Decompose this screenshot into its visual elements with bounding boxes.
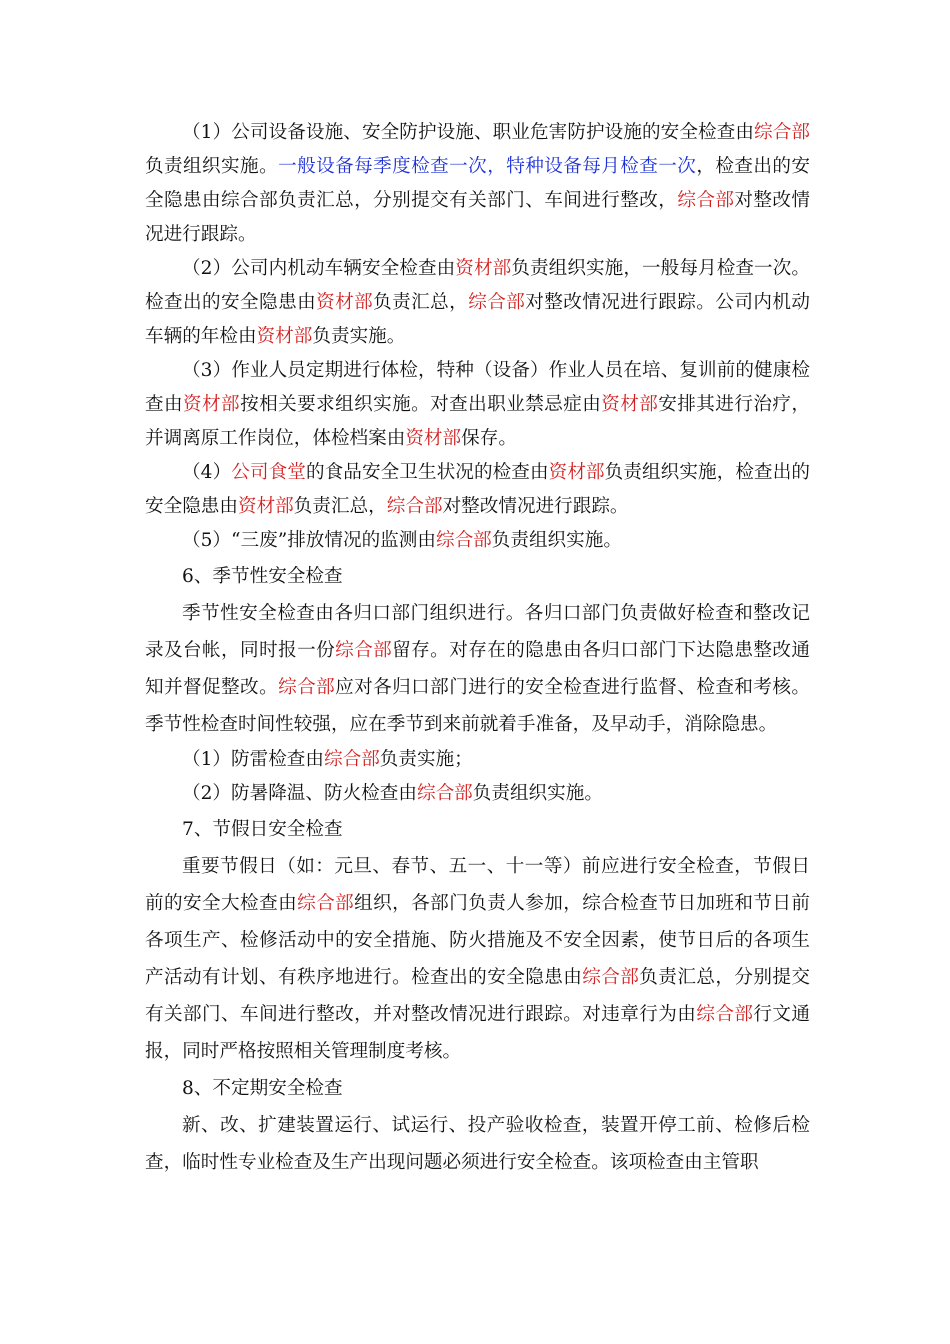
paragraph-heat-fire-check: [145, 777, 810, 811]
paragraph-health-check: [145, 354, 810, 456]
text: 负责实施。: [312, 326, 406, 347]
text: 负责组织实施。: [491, 530, 622, 551]
text: （3）作业人员定期进行体检，特种（设备）作业人员在培、复训前的健康检查由: [145, 360, 810, 415]
department-highlight: 综合部: [324, 749, 380, 770]
text: 组织，各部门负责人参加，综合检查节日加班和节日前各项生产、检修活动中的安全措施、防火措施及不安全因素，使节日后的各项生产活动有计划、有秩序地进行。检查出的安全隐患由: [145, 893, 810, 988]
text: 新、改、扩建装置运行、试运行、投产验收检查，装置开停工前、检修后检查，临时性专业检查及生产出现问题必须进行安全检查。该项检查由主管职: [145, 1115, 810, 1173]
text: 留存。对存在的隐患由各归口部门下达隐患整改通知并督促整改。: [145, 640, 810, 698]
department-highlight: 公司食堂: [231, 462, 306, 483]
paragraph-seasonal-inspection: [145, 595, 810, 743]
text: 负责组织实施。: [145, 156, 279, 177]
section-heading-irregular: 8、不定期安全检查: [182, 1078, 343, 1099]
text: 负责组织实施，一般每月检查一次。检查出的安全隐患由: [145, 258, 810, 313]
text: 对整改情况进行跟踪。公司内机动车辆的年检由: [145, 292, 810, 347]
paragraph-irregular-inspection: [145, 1107, 810, 1181]
text: （1）公司设备设施、安全防护设施、职业危害防护设施的安全检查由: [182, 122, 755, 143]
frequency-highlight: 一般设备每季度检查一次，特种设备每月检查一次: [278, 156, 697, 177]
text: 对整改情况进行跟踪。: [442, 496, 629, 517]
department-highlight: 资材部: [601, 394, 659, 415]
section-heading-seasonal: 6、季节性安全检查: [182, 566, 343, 587]
text: 按相关要求组织实施。对查出职业禁忌症由: [240, 394, 602, 415]
paragraph-equipment-inspection: [145, 116, 810, 252]
paragraph-waste-monitoring: [145, 524, 810, 558]
document-body: [145, 116, 810, 1181]
text: 季节性安全检查由各归口部门组织进行。各归口部门负责做好检查和整改记录及台帐，同时报一份: [145, 603, 810, 661]
department-highlight: 综合部: [677, 190, 735, 211]
text: 行文通报，同时严格按照相关管理制度考核。: [145, 1004, 810, 1062]
paragraph-holiday-inspection: [145, 848, 810, 1070]
text: （5）“三废”排放情况的监测由: [182, 530, 436, 551]
department-highlight: 综合部: [582, 967, 640, 988]
department-highlight: 资材部: [548, 462, 605, 483]
department-highlight: 综合部: [278, 677, 336, 698]
department-highlight: 资材部: [256, 326, 313, 347]
text: 保存。: [461, 428, 517, 449]
text: 重要节假日（如：元旦、春节、五一、十一等）前应进行安全检查，节假日前的安全大检查由: [145, 856, 810, 914]
text: 对整改情况进行跟踪。: [145, 190, 810, 245]
paragraph-canteen-inspection: [145, 456, 810, 524]
department-highlight: 综合部: [696, 1004, 754, 1025]
text: （4）: [182, 462, 232, 483]
text: （2）公司内机动车辆安全检查由: [182, 258, 456, 279]
department-highlight: 资材部: [405, 428, 462, 449]
department-highlight: 资材部: [455, 258, 512, 279]
department-highlight: 综合部: [468, 292, 526, 313]
department-highlight: 资材部: [183, 394, 241, 415]
text: （2）防暑降温、防火检查由: [182, 783, 417, 804]
department-highlight: 综合部: [754, 122, 810, 143]
paragraph-vehicle-inspection: [145, 252, 810, 354]
text: （1）防雷检查由: [182, 749, 324, 770]
text: 负责实施；: [379, 749, 473, 770]
department-highlight: 资材部: [316, 292, 374, 313]
department-highlight: 综合部: [297, 893, 355, 914]
department-highlight: 综合部: [416, 783, 473, 804]
paragraph-lightning-check: [145, 743, 810, 777]
section-heading-holiday: 7、节假日安全检查: [182, 819, 343, 840]
text: 应对各归口部门进行的安全检查进行监督、检查和考核。季节性检查时间性较强，应在季节到来前就着手准备，及早动手，消除隐患。: [145, 677, 810, 735]
text: ，检查出的安全隐患由综合部负责汇总，分别提交有关部门、车间进行整改，: [145, 156, 810, 211]
text: 的食品安全卫生状况的检查由: [305, 462, 549, 483]
text: 负责汇总，分别提交有关部门、车间进行整改，并对整改情况进行跟踪。对违章行为由: [145, 967, 810, 1025]
department-highlight: 综合部: [435, 530, 492, 551]
department-highlight: 综合部: [386, 496, 443, 517]
department-highlight: 综合部: [335, 640, 393, 661]
text: 安排其进行治疗，并调离原工作岗位，体检档案由: [145, 394, 810, 449]
text: 负责汇总，: [293, 496, 387, 517]
department-highlight: 资材部: [237, 496, 294, 517]
text: 负责组织实施，检查出的安全隐患由: [145, 462, 810, 517]
text: 负责汇总，: [373, 292, 469, 313]
text: 负责组织实施。: [472, 783, 603, 804]
